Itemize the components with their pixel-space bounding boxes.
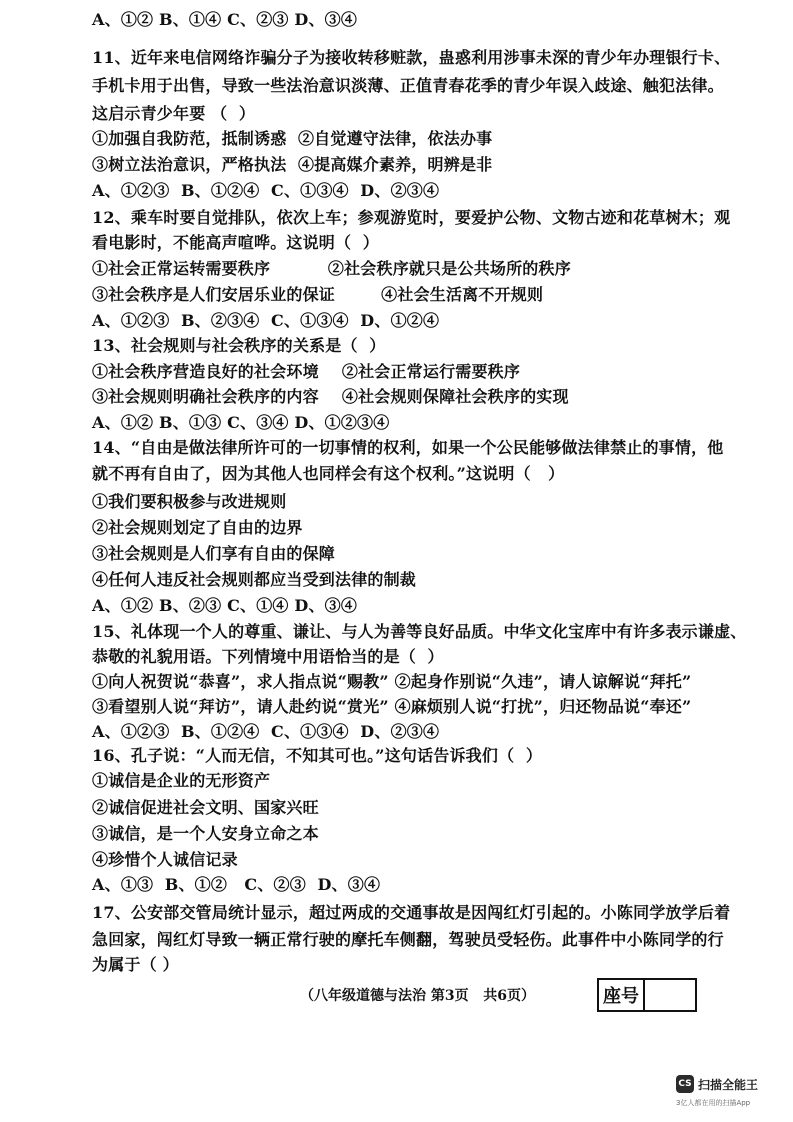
q12-statement-1-2: ①社会正常运转需要秩序 ②社会秩序就只是公共场所的秩序 [92,259,571,278]
question-12-line-2: 看电影时，不能高声喧哗。这说明（ ） [92,233,379,252]
question-16: 16、孔子说：“人而无信，不知其可也。”这句话告诉我们（ ） [92,746,543,765]
question-17-line-2: 急回家，闯红灯导致一辆正常行驶的摩托车侧翻，驾驶员受轻伤。此事件中小陈同学的行 [92,930,724,949]
question-11-line-2: 手机卡用于出售，导致一些法治意识淡薄、正值青春花季的青少年误入歧途、触犯法律。 [92,76,724,95]
answer-options-q12: A、①②③ B、②③④ C、①③④ D、①②④ [92,311,440,330]
q13-statement-3-4: ③社会规则明确社会秩序的内容 ④社会规则保障社会秩序的实现 [92,387,569,406]
question-11-line-3: 这启示青少年要 （ ） [92,104,256,123]
answer-options-q14: A、①② B、②③ C、①④ D、③④ [92,596,358,615]
scanner-tagline: 3亿人都在用的扫描App [676,1099,751,1107]
page-footer: （八年级道德与法治 第3页 共6页） [300,988,535,1004]
camscanner-logo-icon: CS [676,1075,694,1093]
q15-statement-1-2: ①向人祝贺说“恭喜”，求人指点说“赐教” ②起身作别说“久违”，请人谅解说“拜托” [92,672,692,691]
q14-statement-2: ②社会规则划定了自由的边界 [92,518,303,537]
q13-statement-1-2: ①社会秩序营造良好的社会环境 ②社会正常运行需要秩序 [92,362,521,381]
q12-statement-3-4: ③社会秩序是人们安居乐业的保证 ④社会生活离不开规则 [92,285,544,304]
q14-statement-3: ③社会规则是人们享有自由的保障 [92,544,336,563]
answer-options-q16: A、①③ B、①② C、②③ D、③④ [92,875,381,894]
q16-statement-4: ④珍惜个人诚信记录 [92,850,238,869]
question-15-line-2: 恭敬的礼貌用语。下列情境中用语恰当的是（ ） [92,647,444,666]
question-17-line-3: 为属于（ ） [92,955,179,974]
q16-statement-2: ②诚信促进社会文明、国家兴旺 [92,798,319,817]
q16-statement-1: ①诚信是企业的无形资产 [92,771,271,790]
seat-number-label: 座号 [599,980,645,1010]
answer-options-q15: A、①②③ B、①②④ C、①③④ D、②③④ [92,722,440,741]
question-15-line-1: 15、礼体现一个人的尊重、谦让、与人为善等良好品质。中华文化宝库中有许多表示谦虚、 [92,622,747,641]
q16-statement-3: ③诚信，是一个人安身立命之本 [92,824,319,843]
seat-number-field [645,980,695,1010]
q11-statement-1-2: ①加强自我防范，抵制诱惑 ②自觉遵守法律，依法办事 [92,129,493,148]
question-17-line-1: 17、公安部交管局统计显示，超过两成的交通事故是因闯红灯引起的。小陈同学放学后着 [92,903,731,922]
scanner-app-name: 扫描全能王 [698,1078,759,1092]
answer-options-q10: A、①② B、①④ C、②③ D、③④ [92,10,358,29]
seat-number-box [597,978,697,1012]
q14-statement-1: ①我们要积极参与改进规则 [92,492,287,511]
q11-statement-3-4: ③树立法治意识，严格执法 ④提高媒介素养，明辨是非 [92,155,493,174]
question-13: 13、社会规则与社会秩序的关系是（ ） [92,336,386,355]
question-14-line-2: 就不再有自由了，因为其他人也同样会有这个权利。”这说明（ ） [92,464,565,483]
question-14-line-1: 14、“自由是做法律所许可的一切事情的权利，如果一个公民能够做法律禁止的事情，他 [92,438,724,457]
question-12-line-1: 12、乘车时要自觉排队，依次上车；参观游览时，要爱护公物、文物古迹和花草树木；观 [92,208,731,227]
question-11-line-1: 11、近年来电信网络诈骗分子为接收转移赃款，蛊惑利用涉事未深的青少年办理银行卡、 [92,48,731,67]
answer-options-q11: A、①②③ B、①②④ C、①③④ D、②③④ [92,181,440,200]
answer-options-q13: A、①② B、①③ C、③④ D、①②③④ [92,413,390,432]
q15-statement-3-4: ③看望别人说“拜访”，请人赴约说“赏光” ④麻烦别人说“打扰”，归还物品说“奉还” [92,697,692,716]
q14-statement-4: ④任何人违反社会规则都应当受到法律的制裁 [92,570,417,589]
